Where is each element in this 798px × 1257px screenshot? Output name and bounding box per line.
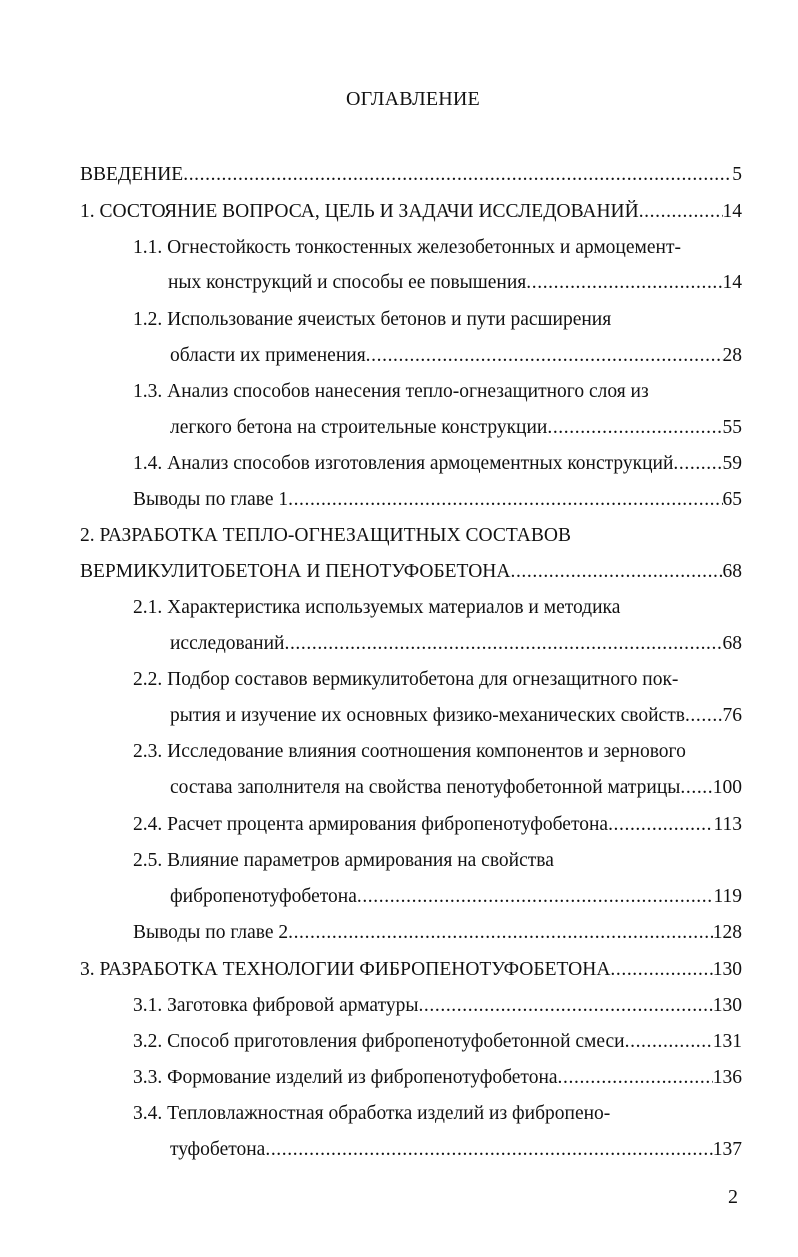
toc-entry-section-2-3-cont xyxy=(170,773,742,803)
leader-dots xyxy=(547,413,722,443)
toc-entry-page: 100 xyxy=(712,777,742,798)
toc-entry-page: 128 xyxy=(712,922,742,943)
leader-dots xyxy=(288,918,713,948)
toc-entry-section-1-1-cont xyxy=(168,268,742,298)
leader-dots xyxy=(510,557,722,587)
toc-entry-text: 3.1. Заготовка фибровой арматуры xyxy=(133,995,419,1016)
toc-entry-section-3-4 xyxy=(133,1099,733,1129)
toc-entry-text: 1.1. Огнестойкость тонкостенных железобетонных и армоцемент- xyxy=(133,237,681,258)
toc-entry-page: 76 xyxy=(722,705,742,726)
toc-entry-page: 136 xyxy=(712,1067,742,1088)
toc-entry-text: ных конструкций и способы ее повышения xyxy=(168,272,527,293)
toc-entry-text: состава заполнителя на свойства пенотуфобетонной матрицы xyxy=(170,777,681,798)
toc-entry-section-2-3 xyxy=(133,737,733,767)
leader-dots xyxy=(265,1135,712,1165)
leader-dots xyxy=(625,1027,713,1057)
toc-entry-section-1-1 xyxy=(133,233,733,263)
toc-entry-section-1-4 xyxy=(133,449,742,479)
toc-entry-text: 2.3. Исследование влияния соотношения компонентов и зернового xyxy=(133,741,686,762)
toc-entry-section-2-2 xyxy=(133,665,733,695)
toc-entry-chapter-2-cont xyxy=(80,557,742,587)
toc-entry-page: 55 xyxy=(722,417,742,438)
toc-entry-text: Выводы по главе 1 xyxy=(133,489,289,510)
toc-entry-text: 2.4. Расчет процента армирования фибропенотуфобетона xyxy=(133,814,609,835)
toc-entry-section-3-2 xyxy=(133,1027,742,1057)
toc-entry-page: 68 xyxy=(722,561,742,582)
toc-entry-page: 65 xyxy=(722,489,742,510)
toc-entry-text: 2.2. Подбор составов вермикулитобетона для огнезащитного пок- xyxy=(133,669,679,690)
toc-entry-chapter-2 xyxy=(80,521,740,551)
toc-entry-page: 68 xyxy=(722,633,742,654)
toc-entry-page: 14 xyxy=(722,272,742,293)
leader-dots xyxy=(357,882,714,912)
leader-dots xyxy=(673,449,722,479)
toc-entry-section-2-2-cont xyxy=(170,701,742,731)
toc-entry-section-3-4-cont xyxy=(170,1135,742,1165)
toc-entry-text: 2.5. Влияние параметров армирования на свойства xyxy=(133,850,554,871)
leader-dots xyxy=(284,629,722,659)
toc-entry-page: 5 xyxy=(732,164,742,185)
toc-entry-text: фибропенотуфобетона xyxy=(170,886,357,907)
toc-entry-text: рытия и изучение их основных физико-механических свойств xyxy=(170,705,685,726)
toc-entry-text: 2. РАЗРАБОТКА ТЕПЛО-ОГНЕЗАЩИТНЫХ СОСТАВОВ xyxy=(80,525,571,546)
toc-entry-text: исследований xyxy=(170,633,285,654)
toc-entry-section-2-1-cont xyxy=(170,629,742,659)
toc-entry-section-1-2 xyxy=(133,305,733,335)
toc-entry-page: 130 xyxy=(712,995,742,1016)
leader-dots xyxy=(183,160,732,190)
toc-entry-page: 59 xyxy=(722,453,742,474)
toc-entry-text: 2.1. Характеристика используемых материалов и методика xyxy=(133,597,621,618)
toc-entry-text: легкого бетона на строительные конструкции xyxy=(170,417,548,438)
leader-dots xyxy=(685,701,723,731)
toc-entry-section-3-3 xyxy=(133,1063,742,1093)
toc-entry-section-1-2-cont xyxy=(170,341,742,371)
toc-entry-introduction xyxy=(80,160,742,190)
leader-dots xyxy=(558,1063,713,1093)
toc-entry-text: 3. РАЗРАБОТКА ТЕХНОЛОГИИ ФИБРОПЕНОТУФОБЕТОНА xyxy=(80,959,611,980)
toc-entry-text: области их применения xyxy=(170,345,366,366)
leader-dots xyxy=(418,991,712,1021)
leader-dots xyxy=(639,197,723,227)
toc-entry-page: 137 xyxy=(712,1139,742,1160)
toc-entry-text: 3.3. Формование изделий из фибропенотуфобетона xyxy=(133,1067,558,1088)
toc-entry-text: туфобетона xyxy=(170,1139,266,1160)
page-number: 2 xyxy=(728,1186,738,1208)
toc-entry-text: 1.4. Анализ способов изготовления армоцементных конструкций xyxy=(133,453,674,474)
toc-entry-section-1-3 xyxy=(133,377,733,407)
leader-dots xyxy=(288,485,722,515)
leader-dots xyxy=(610,955,712,985)
leader-dots xyxy=(366,341,723,371)
toc-entry-section-3-1 xyxy=(133,991,742,1021)
toc-entry-text: ВЕРМИКУЛИТОБЕТОНА И ПЕНОТУФОБЕТОНА xyxy=(80,561,511,582)
toc-entry-conclusions-2 xyxy=(133,918,742,948)
toc-entry-text: 1.2. Использование ячеистых бетонов и пути расширения xyxy=(133,309,612,330)
toc-entry-page: 131 xyxy=(712,1031,742,1052)
toc-entry-page: 113 xyxy=(713,814,742,835)
toc-entry-page: 119 xyxy=(713,886,742,907)
toc-entry-text: 3.4. Тепловлажностная обработка изделий из фибропено- xyxy=(133,1103,611,1124)
toc-entry-text: ВВЕДЕНИЕ xyxy=(80,164,184,185)
leader-dots xyxy=(680,773,712,803)
toc-entry-section-1-3-cont xyxy=(170,413,742,443)
toc-entry-page: 130 xyxy=(712,959,742,980)
toc-entry-text: 1.3. Анализ способов нанесения тепло-огнезащитного слоя из xyxy=(133,381,649,402)
toc-entry-conclusions-1 xyxy=(133,485,742,515)
toc-entry-chapter-1 xyxy=(80,197,742,227)
leader-dots xyxy=(526,268,722,298)
leader-dots xyxy=(608,810,713,840)
toc-entry-text: Выводы по главе 2 xyxy=(133,922,289,943)
toc-entry-text: 1. СОСТОЯНИЕ ВОПРОСА, ЦЕЛЬ И ЗАДАЧИ ИССЛЕДОВАНИЙ xyxy=(80,201,639,222)
toc-entry-section-2-1 xyxy=(133,593,733,623)
toc-title: ОГЛАВЛЕНИЕ xyxy=(346,88,480,110)
toc-entry-page: 14 xyxy=(722,201,742,222)
toc-entry-chapter-3 xyxy=(80,955,742,985)
toc-entry-page: 28 xyxy=(722,345,742,366)
toc-entry-section-2-4 xyxy=(133,810,742,840)
toc-entry-section-2-5-cont xyxy=(170,882,742,912)
toc-entry-section-2-5 xyxy=(133,846,733,876)
toc-entry-text: 3.2. Способ приготовления фибропенотуфобетонной смеси xyxy=(133,1031,625,1052)
